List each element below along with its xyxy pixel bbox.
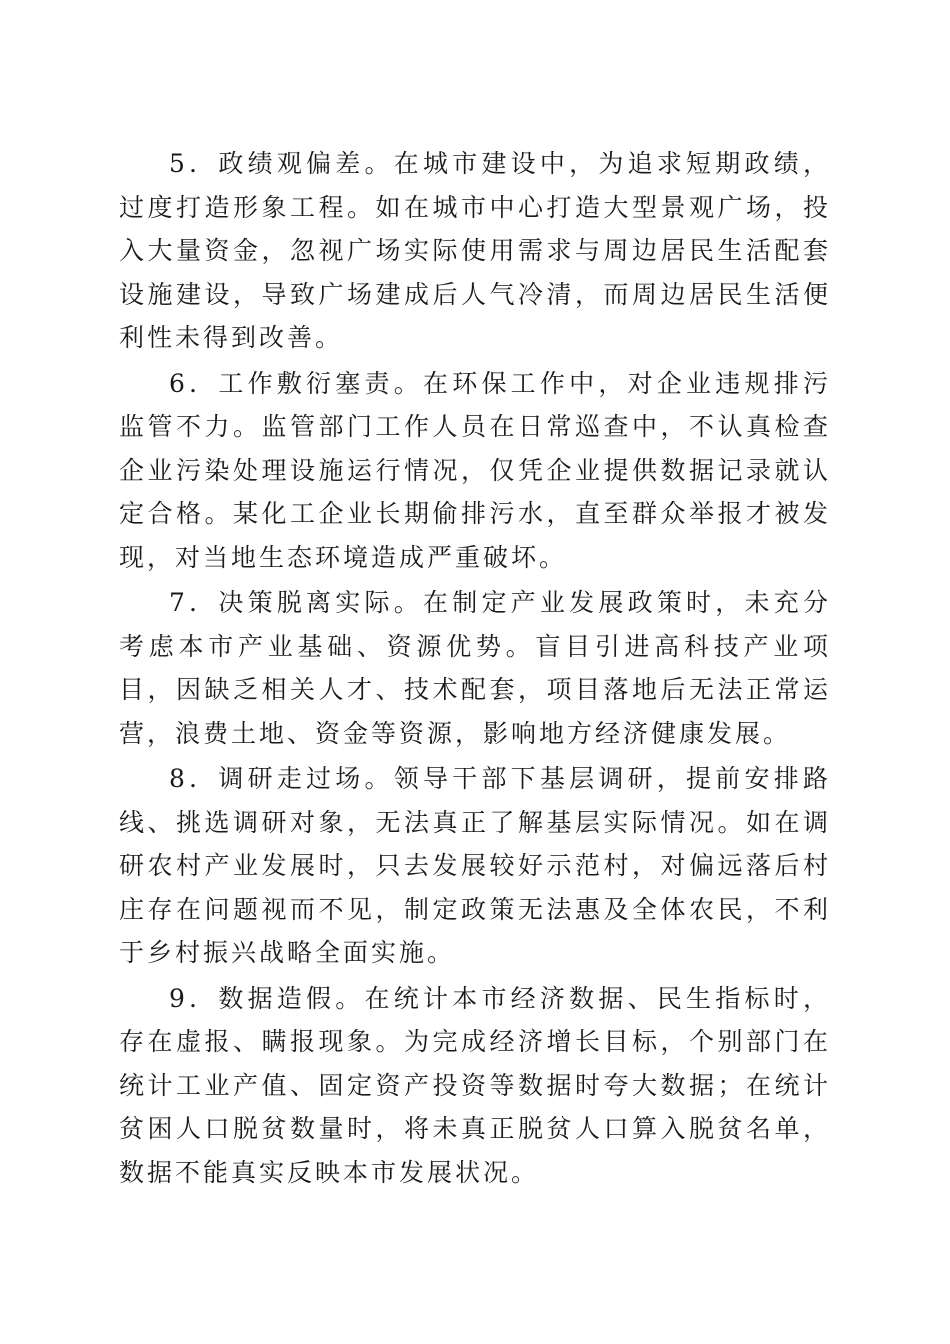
paragraph-item-8: 8．调研走过场。领导干部下基层调研，提前安排路线、挑选调研对象，无法真正了解基层实际情况。如在调研农村产业发展时，只去发展较好示范村，对偏远落后村庄存在问题视而不见，制定政策无法惠及全体农民，不利于乡村振兴战略全面实施。	[119, 764, 831, 967]
paragraph-item-5: 5．政绩观偏差。在城市建设中，为追求短期政绩，过度打造形象工程。如在城市中心打造大型景观广场，投入大量资金，忽视广场实际使用需求与周边居民生活配套设施建设，导致广场建成后人气冷清，而周边居民生活便利性未得到改善。	[119, 149, 831, 352]
paragraph-item-9: 9．数据造假。在统计本市经济数据、民生指标时，存在虚报、瞒报现象。为完成经济增长目标，个别部门在统计工业产值、固定资产投资等数据时夸大数据；在统计贫困人口脱贫数量时，将未真正脱贫人口算入脱贫名单，数据不能真实反映本市发展状况。	[119, 983, 831, 1187]
paragraph-item-6: 6．工作敷衍塞责。在环保工作中，对企业违规排污监管不力。监管部门工作人员在日常巡查中，不认真检查企业污染处理设施运行情况，仅凭企业提供数据记录就认定合格。某化工企业长期偷排污水，直至群众举报才被发现，对当地生态环境造成严重破坏。	[119, 368, 831, 572]
paragraph-item-7: 7．决策脱离实际。在制定产业发展政策时，未充分考虑本市产业基础、资源优势。盲目引进高科技产业项目，因缺乏相关人才、技术配套，项目落地后无法正常运营，浪费土地、资金等资源，影响地方经济健康发展。	[119, 588, 831, 748]
document-body	[119, 142, 831, 1196]
